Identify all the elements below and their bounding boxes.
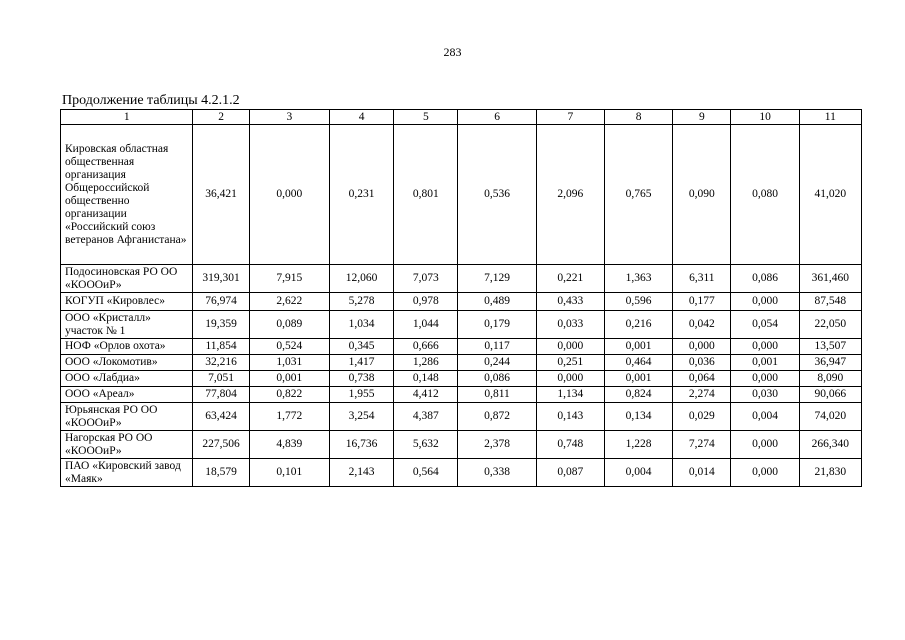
value-cell-col-9: 6,311 <box>673 265 731 293</box>
value-cell-col-11: 21,830 <box>799 459 861 487</box>
table-row <box>61 459 862 487</box>
value-cell-col-7: 0,143 <box>536 403 604 431</box>
value-cell-col-9: 0,014 <box>673 459 731 487</box>
table-row <box>61 431 862 459</box>
value-cell-col-11: 41,020 <box>799 125 861 265</box>
value-cell-col-7: 0,221 <box>536 265 604 293</box>
value-cell-col-11: 22,050 <box>799 311 861 339</box>
table-caption: Продолжение таблицы 4.2.1.2 <box>62 93 240 108</box>
value-cell-col-10: 0,030 <box>731 387 799 403</box>
value-cell-col-8: 0,596 <box>604 293 672 311</box>
value-cell-col-4: 0,345 <box>329 339 393 355</box>
value-cell-col-10: 0,054 <box>731 311 799 339</box>
value-cell-col-8: 0,001 <box>604 339 672 355</box>
value-cell-col-9: 0,029 <box>673 403 731 431</box>
table-row <box>61 293 862 311</box>
column-header-9: 9 <box>673 110 731 125</box>
value-cell-col-2: 36,421 <box>193 125 249 265</box>
organization-name-cell: Кировская областная общественная организация Общероссийской общественно организации «Российский союз ветеранов Афганистана» <box>61 125 193 265</box>
value-cell-col-8: 0,824 <box>604 387 672 403</box>
value-cell-col-3: 0,000 <box>249 125 329 265</box>
value-cell-col-11: 361,460 <box>799 265 861 293</box>
value-cell-col-3: 0,822 <box>249 387 329 403</box>
organization-name-cell: ООО «Локомотив» <box>61 355 193 371</box>
value-cell-col-5: 0,801 <box>394 125 458 265</box>
value-cell-col-2: 319,301 <box>193 265 249 293</box>
table-body <box>61 125 862 487</box>
value-cell-col-11: 8,090 <box>799 371 861 387</box>
value-cell-col-5: 0,978 <box>394 293 458 311</box>
value-cell-col-3: 0,089 <box>249 311 329 339</box>
value-cell-col-4: 3,254 <box>329 403 393 431</box>
value-cell-col-5: 0,666 <box>394 339 458 355</box>
value-cell-col-6: 0,872 <box>458 403 536 431</box>
value-cell-col-10: 0,004 <box>731 403 799 431</box>
value-cell-col-7: 0,251 <box>536 355 604 371</box>
value-cell-col-9: 2,274 <box>673 387 731 403</box>
column-header-11: 11 <box>799 110 861 125</box>
value-cell-col-6: 7,129 <box>458 265 536 293</box>
value-cell-col-10: 0,000 <box>731 459 799 487</box>
column-header-8: 8 <box>604 110 672 125</box>
value-cell-col-4: 1,034 <box>329 311 393 339</box>
value-cell-col-10: 0,000 <box>731 339 799 355</box>
table-row <box>61 387 862 403</box>
value-cell-col-7: 0,000 <box>536 339 604 355</box>
value-cell-col-3: 0,001 <box>249 371 329 387</box>
value-cell-col-7: 0,033 <box>536 311 604 339</box>
value-cell-col-2: 32,216 <box>193 355 249 371</box>
value-cell-col-6: 0,117 <box>458 339 536 355</box>
value-cell-col-4: 0,738 <box>329 371 393 387</box>
value-cell-col-11: 36,947 <box>799 355 861 371</box>
organization-name-cell: ООО «Ареал» <box>61 387 193 403</box>
value-cell-col-5: 0,148 <box>394 371 458 387</box>
value-cell-col-8: 0,765 <box>604 125 672 265</box>
value-cell-col-5: 1,044 <box>394 311 458 339</box>
table-row <box>61 265 862 293</box>
value-cell-col-8: 0,216 <box>604 311 672 339</box>
value-cell-col-10: 0,000 <box>731 371 799 387</box>
page-number: 283 <box>443 45 462 59</box>
table-row <box>61 125 862 265</box>
value-cell-col-4: 16,736 <box>329 431 393 459</box>
value-cell-col-5: 7,073 <box>394 265 458 293</box>
column-header-3: 3 <box>249 110 329 125</box>
value-cell-col-9: 0,000 <box>673 339 731 355</box>
value-cell-col-3: 0,524 <box>249 339 329 355</box>
value-cell-col-4: 2,143 <box>329 459 393 487</box>
value-cell-col-2: 19,359 <box>193 311 249 339</box>
value-cell-col-8: 1,363 <box>604 265 672 293</box>
table-row <box>61 339 862 355</box>
value-cell-col-5: 5,632 <box>394 431 458 459</box>
data-table <box>60 109 862 487</box>
value-cell-col-11: 74,020 <box>799 403 861 431</box>
organization-name-cell: Нагорская РО ОО «КОООиР» <box>61 431 193 459</box>
value-cell-col-6: 0,086 <box>458 371 536 387</box>
column-header-10: 10 <box>731 110 799 125</box>
value-cell-col-4: 1,955 <box>329 387 393 403</box>
table-row <box>61 371 862 387</box>
column-header-1: 1 <box>61 110 193 125</box>
value-cell-col-7: 1,134 <box>536 387 604 403</box>
value-cell-col-4: 1,417 <box>329 355 393 371</box>
value-cell-col-8: 0,134 <box>604 403 672 431</box>
value-cell-col-10: 0,086 <box>731 265 799 293</box>
value-cell-col-8: 1,228 <box>604 431 672 459</box>
value-cell-col-7: 0,000 <box>536 371 604 387</box>
value-cell-col-9: 0,177 <box>673 293 731 311</box>
value-cell-col-2: 18,579 <box>193 459 249 487</box>
value-cell-col-7: 2,096 <box>536 125 604 265</box>
value-cell-col-11: 87,548 <box>799 293 861 311</box>
value-cell-col-3: 2,622 <box>249 293 329 311</box>
value-cell-col-10: 0,000 <box>731 431 799 459</box>
column-header-6: 6 <box>458 110 536 125</box>
value-cell-col-8: 0,464 <box>604 355 672 371</box>
value-cell-col-9: 0,064 <box>673 371 731 387</box>
column-header-4: 4 <box>329 110 393 125</box>
organization-name-cell: КОГУП «Кировлес» <box>61 293 193 311</box>
value-cell-col-8: 0,004 <box>604 459 672 487</box>
value-cell-col-10: 0,001 <box>731 355 799 371</box>
column-header-2: 2 <box>193 110 249 125</box>
value-cell-col-7: 0,433 <box>536 293 604 311</box>
value-cell-col-3: 1,772 <box>249 403 329 431</box>
value-cell-col-2: 77,804 <box>193 387 249 403</box>
value-cell-col-2: 76,974 <box>193 293 249 311</box>
value-cell-col-7: 0,748 <box>536 431 604 459</box>
value-cell-col-6: 0,244 <box>458 355 536 371</box>
value-cell-col-4: 0,231 <box>329 125 393 265</box>
value-cell-col-9: 0,090 <box>673 125 731 265</box>
column-header-7: 7 <box>536 110 604 125</box>
value-cell-col-6: 0,179 <box>458 311 536 339</box>
value-cell-col-5: 4,387 <box>394 403 458 431</box>
value-cell-col-3: 7,915 <box>249 265 329 293</box>
value-cell-col-9: 0,042 <box>673 311 731 339</box>
value-cell-col-3: 1,031 <box>249 355 329 371</box>
value-cell-col-3: 0,101 <box>249 459 329 487</box>
value-cell-col-7: 0,087 <box>536 459 604 487</box>
value-cell-col-6: 0,338 <box>458 459 536 487</box>
value-cell-col-2: 63,424 <box>193 403 249 431</box>
column-header-5: 5 <box>394 110 458 125</box>
value-cell-col-6: 0,811 <box>458 387 536 403</box>
value-cell-col-4: 5,278 <box>329 293 393 311</box>
organization-name-cell: Подосиновская РО ОО «КОООиР» <box>61 265 193 293</box>
value-cell-col-11: 13,507 <box>799 339 861 355</box>
value-cell-col-5: 0,564 <box>394 459 458 487</box>
organization-name-cell: ООО «Лабдиа» <box>61 371 193 387</box>
value-cell-col-6: 2,378 <box>458 431 536 459</box>
value-cell-col-2: 7,051 <box>193 371 249 387</box>
table-row <box>61 403 862 431</box>
value-cell-col-8: 0,001 <box>604 371 672 387</box>
value-cell-col-2: 227,506 <box>193 431 249 459</box>
value-cell-col-5: 4,412 <box>394 387 458 403</box>
organization-name-cell: ПАО «Кировский завод «Маяк» <box>61 459 193 487</box>
organization-name-cell: ООО «Кристалл» участок № 1 <box>61 311 193 339</box>
organization-name-cell: Юрьянская РО ОО «КОООиР» <box>61 403 193 431</box>
value-cell-col-10: 0,080 <box>731 125 799 265</box>
value-cell-col-9: 0,036 <box>673 355 731 371</box>
organization-name-cell: НОФ «Орлов охота» <box>61 339 193 355</box>
value-cell-col-6: 0,489 <box>458 293 536 311</box>
value-cell-col-11: 90,066 <box>799 387 861 403</box>
value-cell-col-3: 4,839 <box>249 431 329 459</box>
value-cell-col-6: 0,536 <box>458 125 536 265</box>
value-cell-col-10: 0,000 <box>731 293 799 311</box>
table-header-row <box>61 110 862 125</box>
value-cell-col-2: 11,854 <box>193 339 249 355</box>
value-cell-col-11: 266,340 <box>799 431 861 459</box>
table-row <box>61 355 862 371</box>
value-cell-col-5: 1,286 <box>394 355 458 371</box>
value-cell-col-9: 7,274 <box>673 431 731 459</box>
table-row <box>61 311 862 339</box>
value-cell-col-4: 12,060 <box>329 265 393 293</box>
